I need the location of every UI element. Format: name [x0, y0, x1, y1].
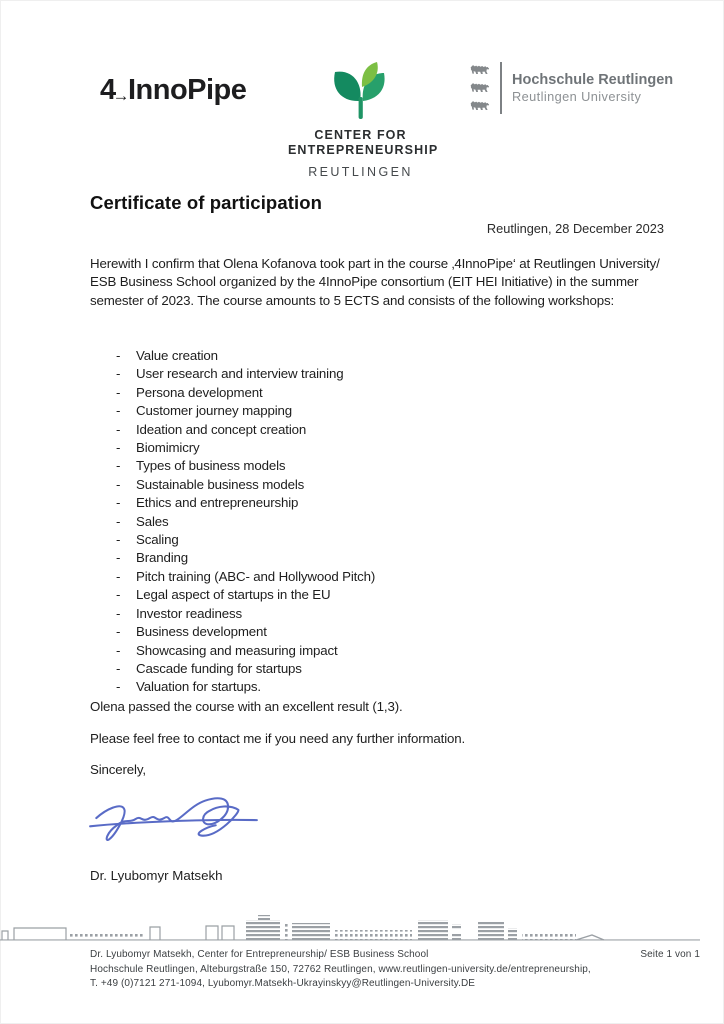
workshop-item: - Types of business models — [116, 458, 286, 474]
workshop-item: - Scaling — [116, 532, 179, 548]
contact-paragraph: Please feel free to contact me if you need any further information. — [90, 731, 466, 746]
result-paragraph: Olena passed the course with an excellent result (1,3). — [90, 699, 403, 714]
workshop-item: - Investor readiness — [116, 605, 242, 621]
footer-line2: Hochschule Reutlingen, Alteburgstraße 150, 72762 Reutlingen, www.reutlingen-university.de/entrepreneurship, — [90, 963, 591, 975]
workshop-item: - User research and interview training — [116, 366, 344, 382]
intro-paragraph: Herewith I confirm that Olena Kofanova took part in the course ‚4InnoPipe‘ at Reutlingen University/ ESB Business School organized by the 4InnoPipe consortium (EIT HEI Initiative) in the summer semester of 2023. The course amounts to 5 ECTS and consists of the following workshops: — [90, 256, 660, 308]
plant-leaves-icon — [324, 60, 398, 122]
footer — [90, 948, 700, 992]
center-for-entrepreneurship-logo — [288, 60, 439, 179]
city-skyline-graphic — [0, 914, 724, 946]
innopipe-logo-name: InnoPipe — [127, 74, 247, 106]
workshop-item: - Branding — [116, 550, 189, 566]
workshop-item: - Ethics and entrepreneurship — [116, 495, 299, 511]
workshop-item: - Value creation — [116, 348, 218, 363]
innopipe-logo-four: 4 — [100, 74, 116, 106]
footer-line1: Dr. Lyubomyr Matsekh, Center for Entrepreneurship/ ESB Business School — [90, 949, 429, 960]
workshop-item: - Ideation and concept creation — [116, 421, 307, 437]
workshop-item: - Pitch training (ABC- and Hollywood Pitch) — [116, 568, 376, 584]
workshop-list — [90, 347, 674, 697]
closing-paragraph: Sincerely, — [90, 762, 146, 777]
hsr-title: Hochschule Reutlingen — [512, 72, 674, 88]
hsr-subtitle: Reutlingen University — [512, 89, 642, 104]
workshop-item: - Sales — [116, 513, 169, 529]
workshop-item: - Sustainable business models — [116, 476, 305, 492]
page-indicator: Seite 1 von 1 — [640, 949, 700, 960]
signer-name: Dr. Lyubomyr Matsekh — [90, 868, 223, 883]
workshop-item: - Biomimicry — [116, 440, 200, 456]
document-title: Certificate of participation — [90, 192, 323, 213]
innopipe-arrow-icon: → — [112, 86, 129, 106]
logo-divider — [500, 62, 502, 114]
dateline: Reutlingen, 28 December 2023 — [486, 221, 664, 236]
three-lions-icon — [470, 63, 490, 113]
workshop-item: - Business development — [116, 624, 267, 640]
workshop-item: - Showcasing and measuring impact — [116, 642, 338, 658]
footer-line3: T. +49 (0)7121 271-1094, Lyubomyr.Matsekh-Ukrayinskyy@Reutlingen-University.DE — [90, 978, 476, 990]
innopipe-logo — [100, 74, 246, 107]
cfe-label-line1: CENTER FOR — [314, 128, 407, 142]
cfe-label-line2: ENTREPRENEURSHIP — [288, 143, 439, 157]
hochschule-reutlingen-logo — [470, 62, 673, 114]
workshop-item: - Persona development — [116, 384, 263, 400]
workshop-item: - Valuation for startups. — [116, 679, 261, 695]
cfe-label-line3: REUTLINGEN — [308, 165, 413, 179]
workshop-item: - Customer journey mapping — [116, 403, 293, 419]
signature — [86, 784, 261, 848]
workshop-item: - Legal aspect of startups in the EU — [116, 587, 331, 603]
workshop-item: - Cascade funding for startups — [116, 660, 302, 676]
